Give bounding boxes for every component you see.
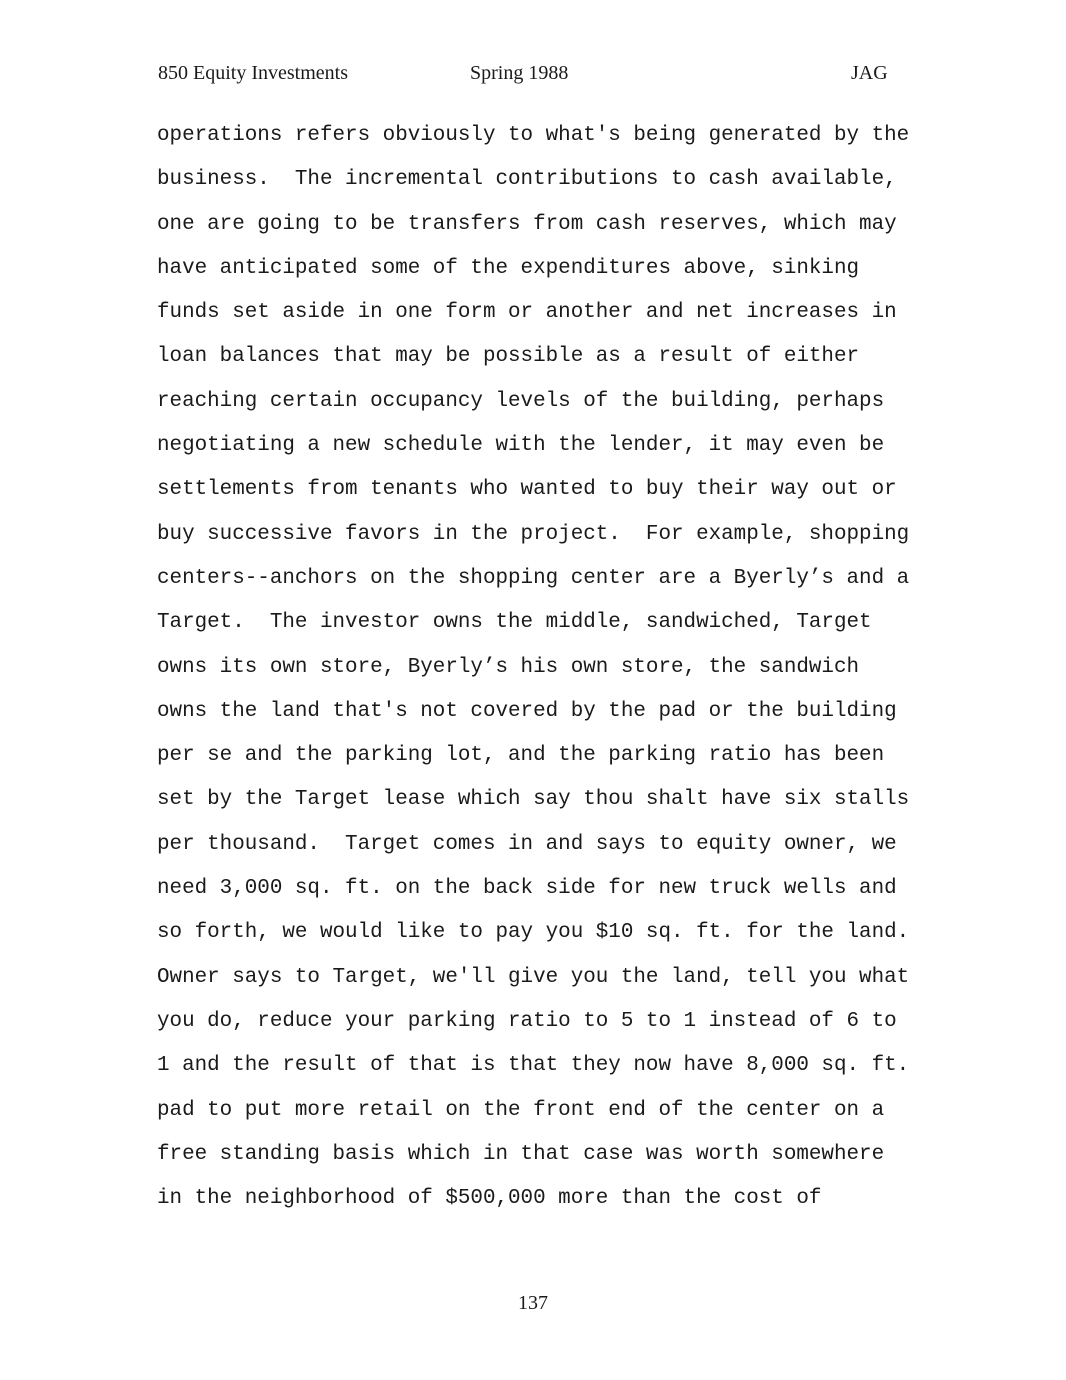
text-line: Owner says to Target, we'll give you the land, tell you what	[157, 965, 910, 989]
transcript-body	[157, 114, 937, 1221]
text-line: business. The incremental contributions to cash available,	[157, 168, 897, 192]
text-line: pad to put more retail on the front end of the center on a	[157, 1098, 885, 1122]
text-line: you do, reduce your parking ratio to 5 to 1 instead of 6 to	[157, 1009, 897, 1033]
text-line: owns its own store, Byerly’s his own store, the sandwich	[157, 655, 860, 679]
text-line: negotiating a new schedule with the lender, it may even be	[157, 434, 885, 458]
text-line: per se and the parking lot, and the parking ratio has been	[157, 744, 885, 768]
text-line: operations refers obviously to what's being generated by the	[157, 124, 910, 147]
text-line: loan balances that may be possible as a result of either	[157, 345, 860, 369]
text-line: 1 and the result of that is that they now have 8,000 sq. ft.	[157, 1054, 910, 1078]
text-line: reaching certain occupancy levels of the building, perhaps	[157, 389, 885, 413]
text-line: in the neighborhood of $500,000 more than the cost of	[157, 1187, 822, 1211]
text-line: need 3,000 sq. ft. on the back side for new truck wells and	[157, 877, 897, 901]
author-initials: JAG	[851, 62, 888, 84]
text-line: have anticipated some of the expenditures above, sinking	[157, 256, 860, 280]
text-line: funds set aside in one form or another and net increases in	[157, 301, 897, 325]
text-line: settlements from tenants who wanted to buy their way out or	[157, 478, 897, 502]
course-title: 850 Equity Investments	[158, 62, 348, 84]
text-line: owns the land that's not covered by the pad or the building	[157, 699, 897, 723]
text-line: set by the Target lease which say thou shalt have six stalls	[157, 788, 910, 812]
text-line: so forth, we would like to pay you $10 sq. ft. for the land.	[157, 921, 910, 945]
text-line: free standing basis which in that case was worth somewhere	[157, 1142, 885, 1166]
text-line: buy successive favors in the project. For example, shopping	[157, 522, 910, 546]
text-line: centers--anchors on the shopping center are a Byerly’s and a	[157, 566, 910, 590]
text-line: Target. The investor owns the middle, sandwiched, Target	[157, 611, 872, 635]
page-header	[0, 62, 1066, 90]
text-line: per thousand. Target comes in and says to equity owner, we	[157, 832, 897, 856]
page-number: 137	[518, 1292, 548, 1314]
text-line: one are going to be transfers from cash reserves, which may	[157, 212, 897, 236]
term-label: Spring 1988	[470, 62, 569, 84]
